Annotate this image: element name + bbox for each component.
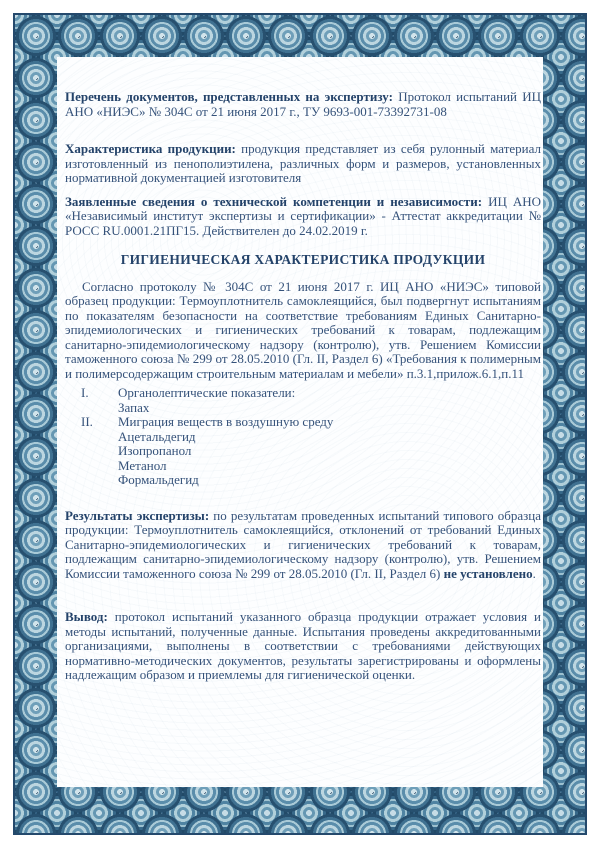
product-description-paragraph — [65, 142, 541, 186]
competence-label: Заявленные сведения о технической компетенции и независимости: — [65, 193, 483, 209]
competence-text: ИЦ АНО «Независимый институт экспертизы и сертификации» - Аттестат аккредитации № РОСС RU.0001.21ПГ15. Действителен до 24.02.2019 г. — [65, 193, 541, 238]
list-item — [65, 459, 541, 474]
conclusion-text: протокол испытаний указанного образца продукции отражает условия и методы испытаний, полученные данные. Испытания проведены аккредитованными организациями, выполнены в соответствии с требованиями действующих нормативно-методических документов, результаты зарегистрированы и оформлены надлежащим образом и приемлемы для гигиенической оценки. — [65, 609, 541, 682]
list-item-text: Органолептические показатели: — [118, 385, 296, 400]
list-item-text: Запах — [118, 399, 150, 415]
product-description-text: продукция представляет из себя рулонный материал изготовленный из пенополиэтилена, различных форм и размеров, установленных нормативной документацией изготовителя — [65, 141, 541, 185]
list-item-text: Формальдегид — [118, 472, 199, 487]
results-paragraph — [65, 509, 541, 582]
list-item-numeral — [65, 444, 118, 459]
protocol-paragraph: Согласно протоколу № 304С от 21 июня 2017 г. ИЦ АНО «НИЭС» типовой образец продукции: Термоуплотнитель самоклеящийся, был подвергнут испытаниям по показателям безопасности на соответствие требованиям Единых Санитарно-эпидемиологических и гигиенических требований к товарам, подлежащим санитарно-эпидемиологическому надзору (контролю), утв. Решением Комиссии таможенного союза № 299 от 28.05.2010 (Гл. II, Раздел 6) «Требования к полимерным и полимерсодержащим строительным материалам и мебели» п.3.1,прилож.6.1,п.11 — [65, 278, 541, 381]
results-verdict-period: . — [532, 565, 536, 581]
list-item — [65, 473, 541, 488]
list-item-numeral: I. — [81, 385, 89, 400]
list-item-text: Изопропанол — [118, 443, 192, 458]
document-text-area — [65, 90, 541, 683]
list-item — [65, 430, 541, 445]
indicators-list — [65, 386, 541, 488]
list-item — [65, 386, 541, 401]
list-item-numeral: II. — [81, 414, 93, 429]
list-item-numeral — [65, 401, 118, 416]
list-item-text: Миграция веществ в воздушную среду — [118, 414, 334, 429]
results-verdict: не установлено — [443, 565, 533, 581]
documents-list-text: Протокол испытаний ИЦ АНО «НИЭС» № 304С от 21 июня 2017 г., ТУ 9693-001-73392731-08 — [65, 89, 542, 119]
conclusion-label: Вывод: — [65, 609, 108, 624]
document-content — [57, 57, 543, 787]
list-item — [65, 415, 541, 430]
documents-list-label: Перечень документов, представленных на экспертизу: — [65, 89, 393, 104]
competence-paragraph — [65, 195, 541, 239]
list-item-numeral — [65, 459, 118, 474]
section-heading: ГИГИЕНИЧЕСКАЯ ХАРАКТЕРИСТИКА ПРОДУКЦИИ — [120, 252, 486, 267]
list-item-numeral — [65, 473, 118, 488]
results-text: по результатам проведенных испытаний типового образца продукции: Термоуплотнитель самоклеящийся, отклонений от требований Единых Санитарно-эпидемиологических и гигиенических требований к товарам, подлежащим санитарно-эпидемиологическому надзору (контролю), утв. Решением Комиссии таможенного союза № 299 от 28.05.2010 (Гл. II, Раздел 6) — [65, 507, 541, 581]
product-description-label: Характеристика продукции: — [65, 141, 236, 156]
list-item-text: Метанол — [118, 457, 167, 473]
conclusion-paragraph — [65, 610, 541, 683]
list-item — [65, 444, 541, 459]
documents-list-paragraph — [65, 90, 541, 119]
list-item — [65, 401, 541, 416]
list-item-text: Ацетальдегид — [118, 428, 196, 444]
results-label: Результаты экспертизы: — [65, 507, 210, 523]
list-item-numeral — [65, 430, 118, 445]
